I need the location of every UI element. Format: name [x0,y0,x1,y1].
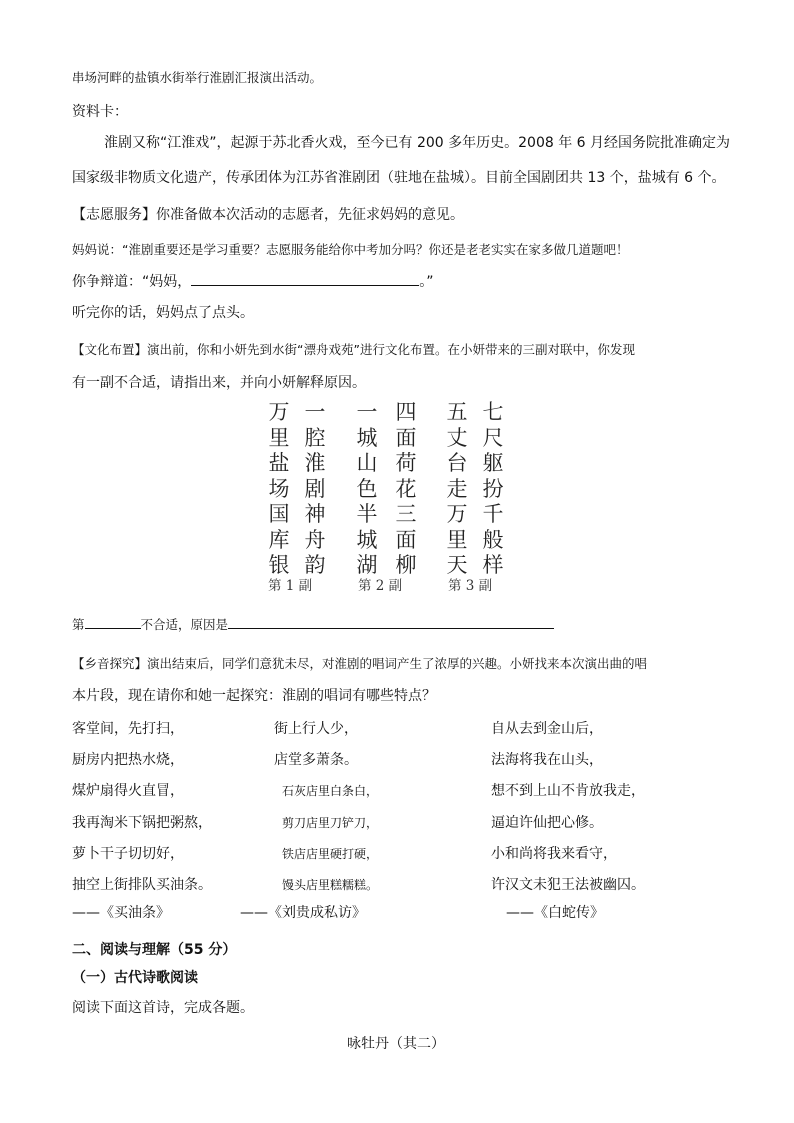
culture-prompt-1: 【文化布置】演出前，你和小妍先到水街“漂舟戏苑”进行文化布置。在小妍带来的三副对联中，你发现 [72,342,635,357]
couplet-3-caption: 第 3 副 [448,578,493,594]
lyric-2-line: 石灰店里白条白， [282,784,379,798]
intro-line: 串场河畔的盐镇水街举行淮剧汇报演出活动。 [72,70,323,85]
lyric-2-line: 剪刀店里刀铲刀， [282,816,379,830]
couplet-2-caption: 第 2 副 [358,578,403,594]
lyric-2-line: 街上行人少， [274,721,358,737]
couplets-figure [246,400,526,600]
lyric-2-source: ——《刘贵成私访》 [240,905,366,921]
lyric-1-line: 客堂间，先打扫， [72,721,184,737]
lyric-1-source: ——《买油条》 [72,905,170,921]
reply-answer-blank[interactable] [191,271,419,286]
lyric-3-line: 想不到上山不肯放我走， [491,783,645,799]
couplet-1-right: 一腔淮剧神舟韵 [304,400,326,577]
info-card-text-1: 淮剧又称“江淮戏”，起源于苏北香火戏，至今已有 200 多年历史。2008 年 6 月经国务院批准确定为 [104,135,731,151]
couplet-3-left: 五丈台走万里天 [446,400,468,577]
poem-title: 咏牡丹（其二） [347,1036,445,1052]
volunteer-result: 听完你的话，妈妈点了点头。 [72,305,254,321]
lyric-1-line: 我再淘米下锅把粥熬， [72,815,212,831]
lyric-2-line: 铁店店里硬打硬， [282,847,379,861]
volunteer-prompt: 【志愿服务】你准备做本次活动的志愿者，先征求妈妈的意见。 [72,207,464,223]
couplet-2-right: 四面荷花三面柳 [395,400,417,577]
mom-says: 妈妈说：“淮剧重要还是学习重要？志愿服务能给你中考加分吗？你还是老老实实在家多做几道题吧！ [72,242,629,257]
lyric-3-line: 法海将我在山头， [491,752,603,768]
section-instruction: 阅读下面这首诗，完成各题。 [72,1000,254,1016]
couplet-1-caption: 第 1 副 [268,578,313,594]
couplet-2-left: 一城山色半城湖 [356,400,378,577]
lyric-3-line: 逼迫许仙把心修。 [491,815,603,831]
lyric-2-line: 店堂多萧条。 [274,752,358,768]
lyric-3-line: 自从去到金山后， [491,721,603,737]
couplet-1-left: 万里盐场国库银 [268,400,290,577]
reply-line [72,271,434,291]
info-card-text-2: 国家级非物质文化遗产，传承团体为江苏省淮剧团（驻地在盐城）。目前全国剧团共 13 个，盐城有 6 个。 [72,170,726,186]
lyric-3-line: 许汉文未犯王法被幽囚。 [491,877,645,893]
lyric-1-line: 萝卜干子切切好， [72,846,184,862]
culture-prompt-2: 有一副不合适，请指出来，并向小妍解释原因。 [72,375,366,391]
explore-prompt-1: 【乡音探究】演出结束后，同学们意犹未尽，对淮剧的唱词产生了浓厚的兴趣。小妍找来本次演出曲的唱 [72,656,648,671]
info-card-label: 资料卡： [72,104,128,120]
lyric-1-line: 抽空上街排队买油条。 [72,877,212,893]
lyric-1-line: 煤炉扇得火直冒， [72,783,184,799]
lyric-3-source: ——《白蛇传》 [506,905,604,921]
couplet-reason-blank[interactable] [228,614,554,629]
explore-prompt-2: 本片段，现在请你和她一起探究：淮剧的唱词有哪些特点？ [72,688,436,704]
couplet-number-blank[interactable] [85,614,141,629]
lyric-3-line: 小和尚将我来看守， [491,846,617,862]
reply-suffix: 。” [419,274,434,290]
reply-prefix: 你争辩道：“妈妈， [72,274,192,290]
answer-prefix: 第 [72,617,85,632]
section-heading: 二、阅读与理解（55 分） [72,942,237,958]
lyric-2-line: 馒头店里糕糯糕。 [282,878,379,892]
couplet-3-right: 七尺躯扮千般样 [482,400,504,577]
subsection-heading: （一）古代诗歌阅读 [72,970,198,986]
lyric-1-line: 厨房内把热水烧， [72,752,184,768]
couplet-answer-line [72,614,554,633]
answer-mid: 不合适，原因是 [140,617,229,632]
